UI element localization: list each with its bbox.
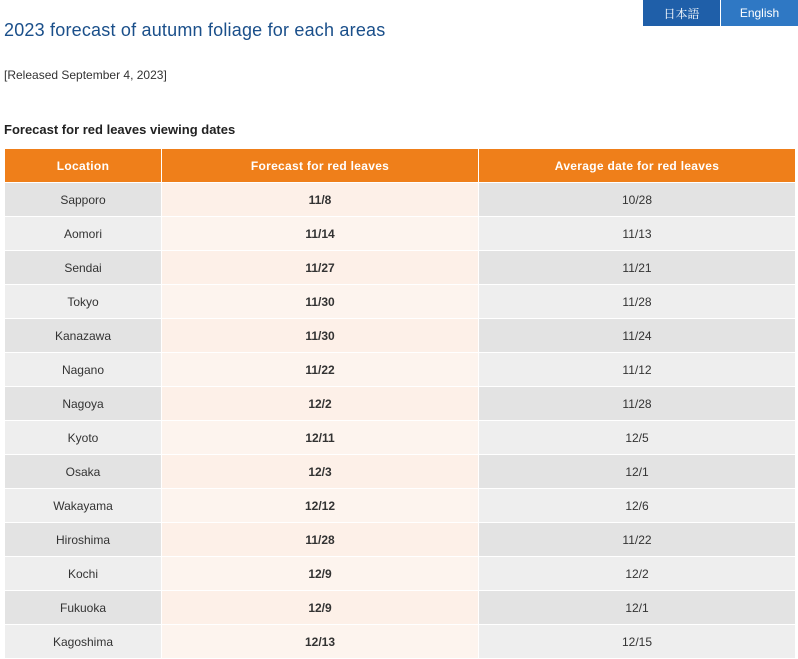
- cell-average: 12/2: [479, 557, 796, 591]
- cell-average: 11/21: [479, 251, 796, 285]
- cell-forecast: 12/11: [162, 421, 479, 455]
- cell-forecast: 11/30: [162, 319, 479, 353]
- section-title: Forecast for red leaves viewing dates: [4, 122, 236, 137]
- cell-location: Kagoshima: [5, 625, 162, 659]
- cell-location: Kyoto: [5, 421, 162, 455]
- column-header-average: Average date for red leaves: [479, 149, 796, 183]
- cell-location: Aomori: [5, 217, 162, 251]
- column-header-forecast: Forecast for red leaves: [162, 149, 479, 183]
- table-row: [5, 523, 796, 557]
- cell-forecast: 12/3: [162, 455, 479, 489]
- cell-location: Fukuoka: [5, 591, 162, 625]
- cell-average: 12/5: [479, 421, 796, 455]
- table-row: [5, 285, 796, 319]
- table-row: [5, 251, 796, 285]
- cell-location: Tokyo: [5, 285, 162, 319]
- cell-forecast: 11/30: [162, 285, 479, 319]
- table-header-row: [5, 149, 796, 183]
- cell-forecast: 12/9: [162, 557, 479, 591]
- release-date-text: [Released September 4, 2023]: [4, 68, 167, 82]
- cell-location: Nagano: [5, 353, 162, 387]
- cell-average: 10/28: [479, 183, 796, 217]
- language-button-japanese[interactable]: 日本語: [642, 0, 720, 26]
- table-row: [5, 625, 796, 659]
- cell-location: Nagoya: [5, 387, 162, 421]
- cell-forecast: 11/14: [162, 217, 479, 251]
- column-header-location: Location: [5, 149, 162, 183]
- cell-forecast: 11/27: [162, 251, 479, 285]
- table-row: [5, 455, 796, 489]
- cell-location: Kanazawa: [5, 319, 162, 353]
- language-switcher[interactable]: [642, 0, 798, 26]
- table-row: [5, 183, 796, 217]
- cell-average: 12/1: [479, 591, 796, 625]
- cell-average: 12/6: [479, 489, 796, 523]
- cell-average: 11/13: [479, 217, 796, 251]
- table-row: [5, 421, 796, 455]
- table-row: [5, 591, 796, 625]
- cell-average: 12/1: [479, 455, 796, 489]
- cell-forecast: 11/8: [162, 183, 479, 217]
- red-leaves-forecast-table: [4, 148, 796, 659]
- cell-forecast: 12/13: [162, 625, 479, 659]
- cell-location: Kochi: [5, 557, 162, 591]
- cell-location: Hiroshima: [5, 523, 162, 557]
- cell-average: 11/22: [479, 523, 796, 557]
- cell-location: Sendai: [5, 251, 162, 285]
- cell-location: Wakayama: [5, 489, 162, 523]
- cell-average: 11/28: [479, 387, 796, 421]
- cell-forecast: 12/9: [162, 591, 479, 625]
- table-row: [5, 319, 796, 353]
- language-button-english[interactable]: English: [720, 0, 798, 26]
- cell-forecast: 12/2: [162, 387, 479, 421]
- table-row: [5, 557, 796, 591]
- cell-average: 11/24: [479, 319, 796, 353]
- cell-forecast: 11/22: [162, 353, 479, 387]
- cell-forecast: 12/12: [162, 489, 479, 523]
- cell-location: Sapporo: [5, 183, 162, 217]
- table-row: [5, 353, 796, 387]
- cell-average: 11/12: [479, 353, 796, 387]
- cell-average: 11/28: [479, 285, 796, 319]
- page-title: 2023 forecast of autumn foliage for each areas: [4, 20, 386, 41]
- table-row: [5, 217, 796, 251]
- table-row: [5, 387, 796, 421]
- cell-location: Osaka: [5, 455, 162, 489]
- cell-forecast: 11/28: [162, 523, 479, 557]
- table-row: [5, 489, 796, 523]
- cell-average: 12/15: [479, 625, 796, 659]
